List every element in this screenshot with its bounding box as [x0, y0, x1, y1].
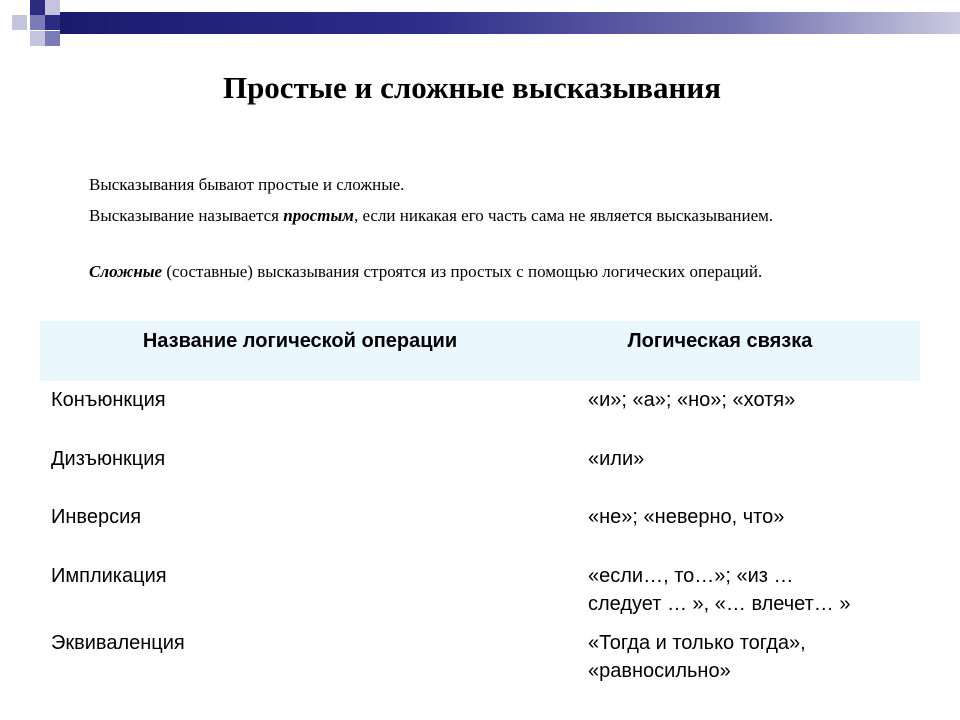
connective-line: «и»; «а»; «но»; «хотя» — [588, 389, 796, 411]
header-band — [60, 12, 960, 34]
connective-line: следует … », «… влечет… » — [588, 593, 851, 615]
deco-square — [30, 31, 45, 46]
page-title: Простые и сложные высказывания — [222, 70, 722, 105]
emphasis-term: простым — [283, 206, 354, 225]
paragraph-intro — [52, 172, 924, 197]
paragraph-simple-definition — [52, 203, 924, 228]
operation-name: Дизъюнкция — [51, 448, 166, 470]
paragraph-complex-definition — [52, 259, 924, 284]
connective-text — [588, 386, 908, 414]
operation-name: Инверсия — [51, 506, 142, 528]
deco-square — [30, 0, 45, 15]
header-operation-name: Название логической операции — [142, 330, 458, 352]
connective-line: «Тогда и только тогда», — [588, 632, 806, 654]
header-connective: Логическая связка — [627, 330, 813, 352]
connective-text — [588, 503, 908, 531]
deco-square — [45, 31, 60, 46]
operation-name: Эквиваленция — [51, 632, 185, 654]
emphasis-term: Сложные — [89, 262, 163, 281]
connective-line: «равносильно» — [588, 660, 731, 682]
deco-square — [45, 0, 60, 15]
paragraph-text: , если никакая его часть сама не является высказыванием. — [353, 206, 774, 225]
paragraph-text: Высказывания бывают простые и сложные. — [89, 175, 405, 194]
deco-square — [12, 15, 27, 30]
table-header — [40, 321, 920, 381]
operation-name: Импликация — [51, 565, 167, 587]
connective-line: «если…, то…»; «из … — [588, 565, 794, 587]
paragraph-text: Высказывание называется — [89, 206, 284, 225]
connective-text — [588, 445, 908, 473]
deco-square — [30, 15, 45, 30]
connective-text — [588, 562, 908, 618]
operation-name: Конъюнкция — [51, 389, 166, 411]
connective-line: «или» — [588, 448, 645, 470]
connective-text — [588, 629, 908, 685]
connective-line: «не»; «неверно, что» — [588, 506, 785, 528]
deco-square — [45, 15, 60, 30]
paragraph-text: (составные) высказывания строятся из простых с помощью логических операций. — [162, 262, 763, 281]
operations-table — [40, 321, 920, 682]
